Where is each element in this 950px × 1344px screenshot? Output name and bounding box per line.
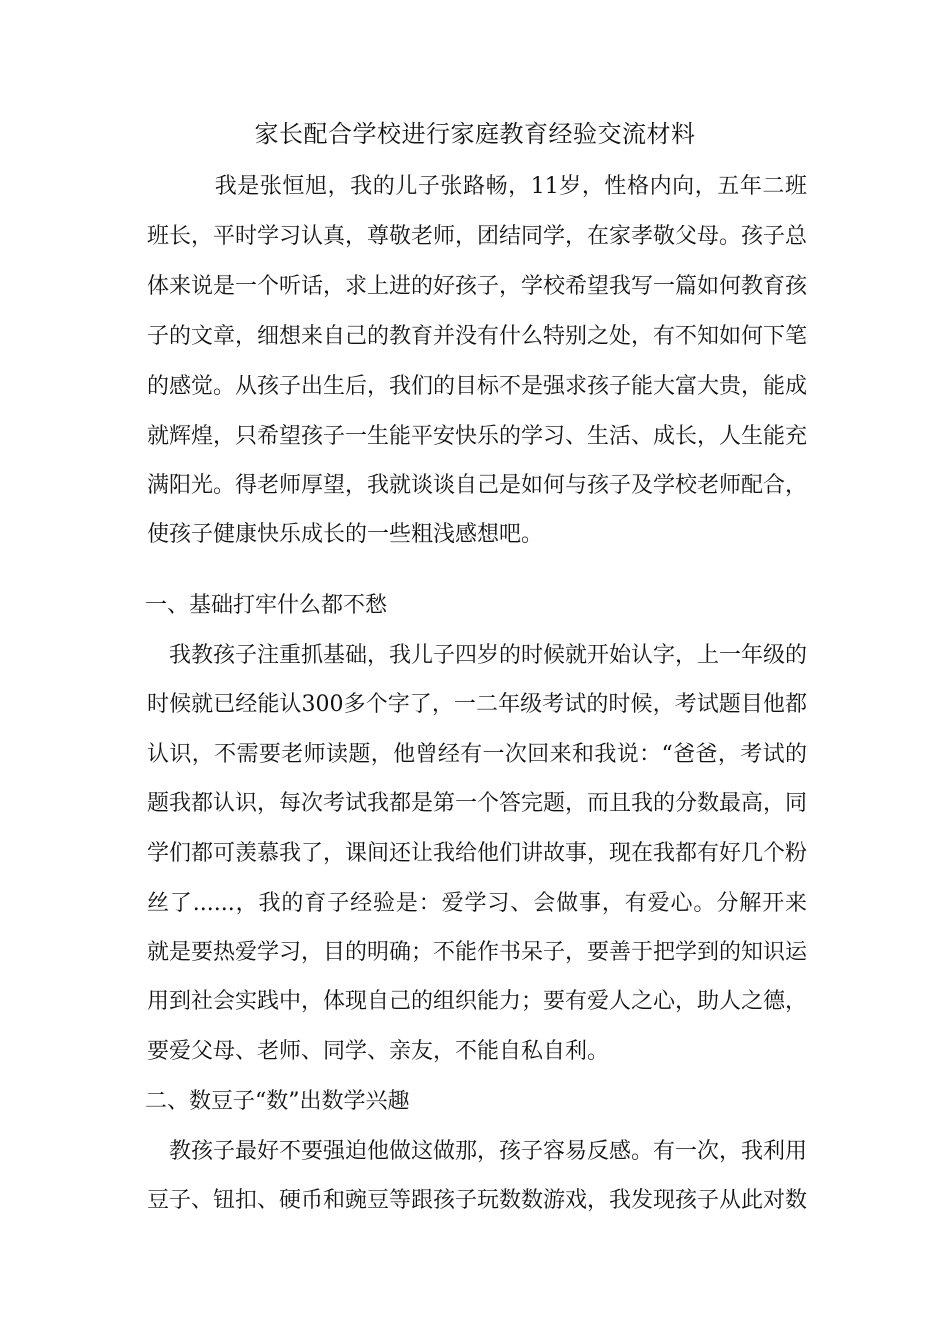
paragraph-line: 班长，平时学习认真，尊敬老师，团结同学，在家孝敬父母。孩子总: [147, 224, 808, 249]
paragraph-line: 子的文章，细想来自己的教育并没有什么特别之处，有不知如何下笔: [147, 324, 808, 349]
paragraph-line: 就是要热爱学习，目的明确；不能作书呆子，要善于把学到的知识运: [147, 940, 808, 965]
paragraph-line: 使孩子健康快乐成长的一些粗浅感想吧。: [147, 522, 544, 547]
paragraph-line: 用到社会实践中，体现自己的组织能力；要有爱人之心，助人之德，: [147, 989, 808, 1014]
paragraph-line: 要爱父母、老师、同学、亲友，不能自私自利。: [147, 1039, 610, 1064]
paragraph-line: 满阳光。得老师厚望，我就谈谈自己是如何与孩子及学校老师配合，: [147, 473, 808, 498]
section-heading: 二、数豆子“数”出数学兴趣: [145, 1089, 410, 1114]
section-heading: 一、基础打牢什么都不愁: [145, 593, 388, 618]
paragraph-line: 学们都可羡慕我了，课间还让我给他们讲故事，现在我都有好几个粉: [147, 841, 808, 866]
paragraph-line: 认识，不需要老师读题，他曾经有一次回来和我说：“爸爸，考试的: [147, 742, 807, 767]
paragraph-line: 我是张恒旭，我的儿子张路畅，11岁，性格内向，五年二班: [147, 174, 807, 199]
paragraph-line: 丝了......，我的育子经验是：爱学习、会做事，有爱心。分解开来: [147, 891, 807, 916]
paragraph-line: 体来说是一个听话，求上进的好孩子，学校希望我写一篇如何教育孩: [147, 274, 808, 299]
paragraph-line: 豆子、钮扣、硬币和豌豆等跟孩子玩数数游戏，我发现孩子从此对数: [147, 1188, 808, 1213]
paragraph-line: 就辉煌，只希望孩子一生能平安快乐的学习、生活、成长，人生能充: [147, 424, 808, 449]
paragraph-line: 的感觉。从孩子出生后，我们的目标不是强求孩子能大富大贵，能成: [147, 374, 808, 399]
paragraph-line: 我教孩子注重抓基础，我儿子四岁的时候就开始认字，上一年级的: [147, 643, 808, 668]
paragraph-line: 教孩子最好不要强迫他做这做那，孩子容易反感。有一次，我利用: [147, 1139, 808, 1164]
document-title: 家长配合学校进行家庭教育经验交流材料: [254, 120, 696, 148]
paragraph-line: 时候就已经能认300多个字了，一二年级考试的时候，考试题目他都: [147, 692, 807, 717]
paragraph-line: 题我都认识，每次考试我都是第一个答完题，而且我的分数最高，同: [147, 791, 808, 816]
